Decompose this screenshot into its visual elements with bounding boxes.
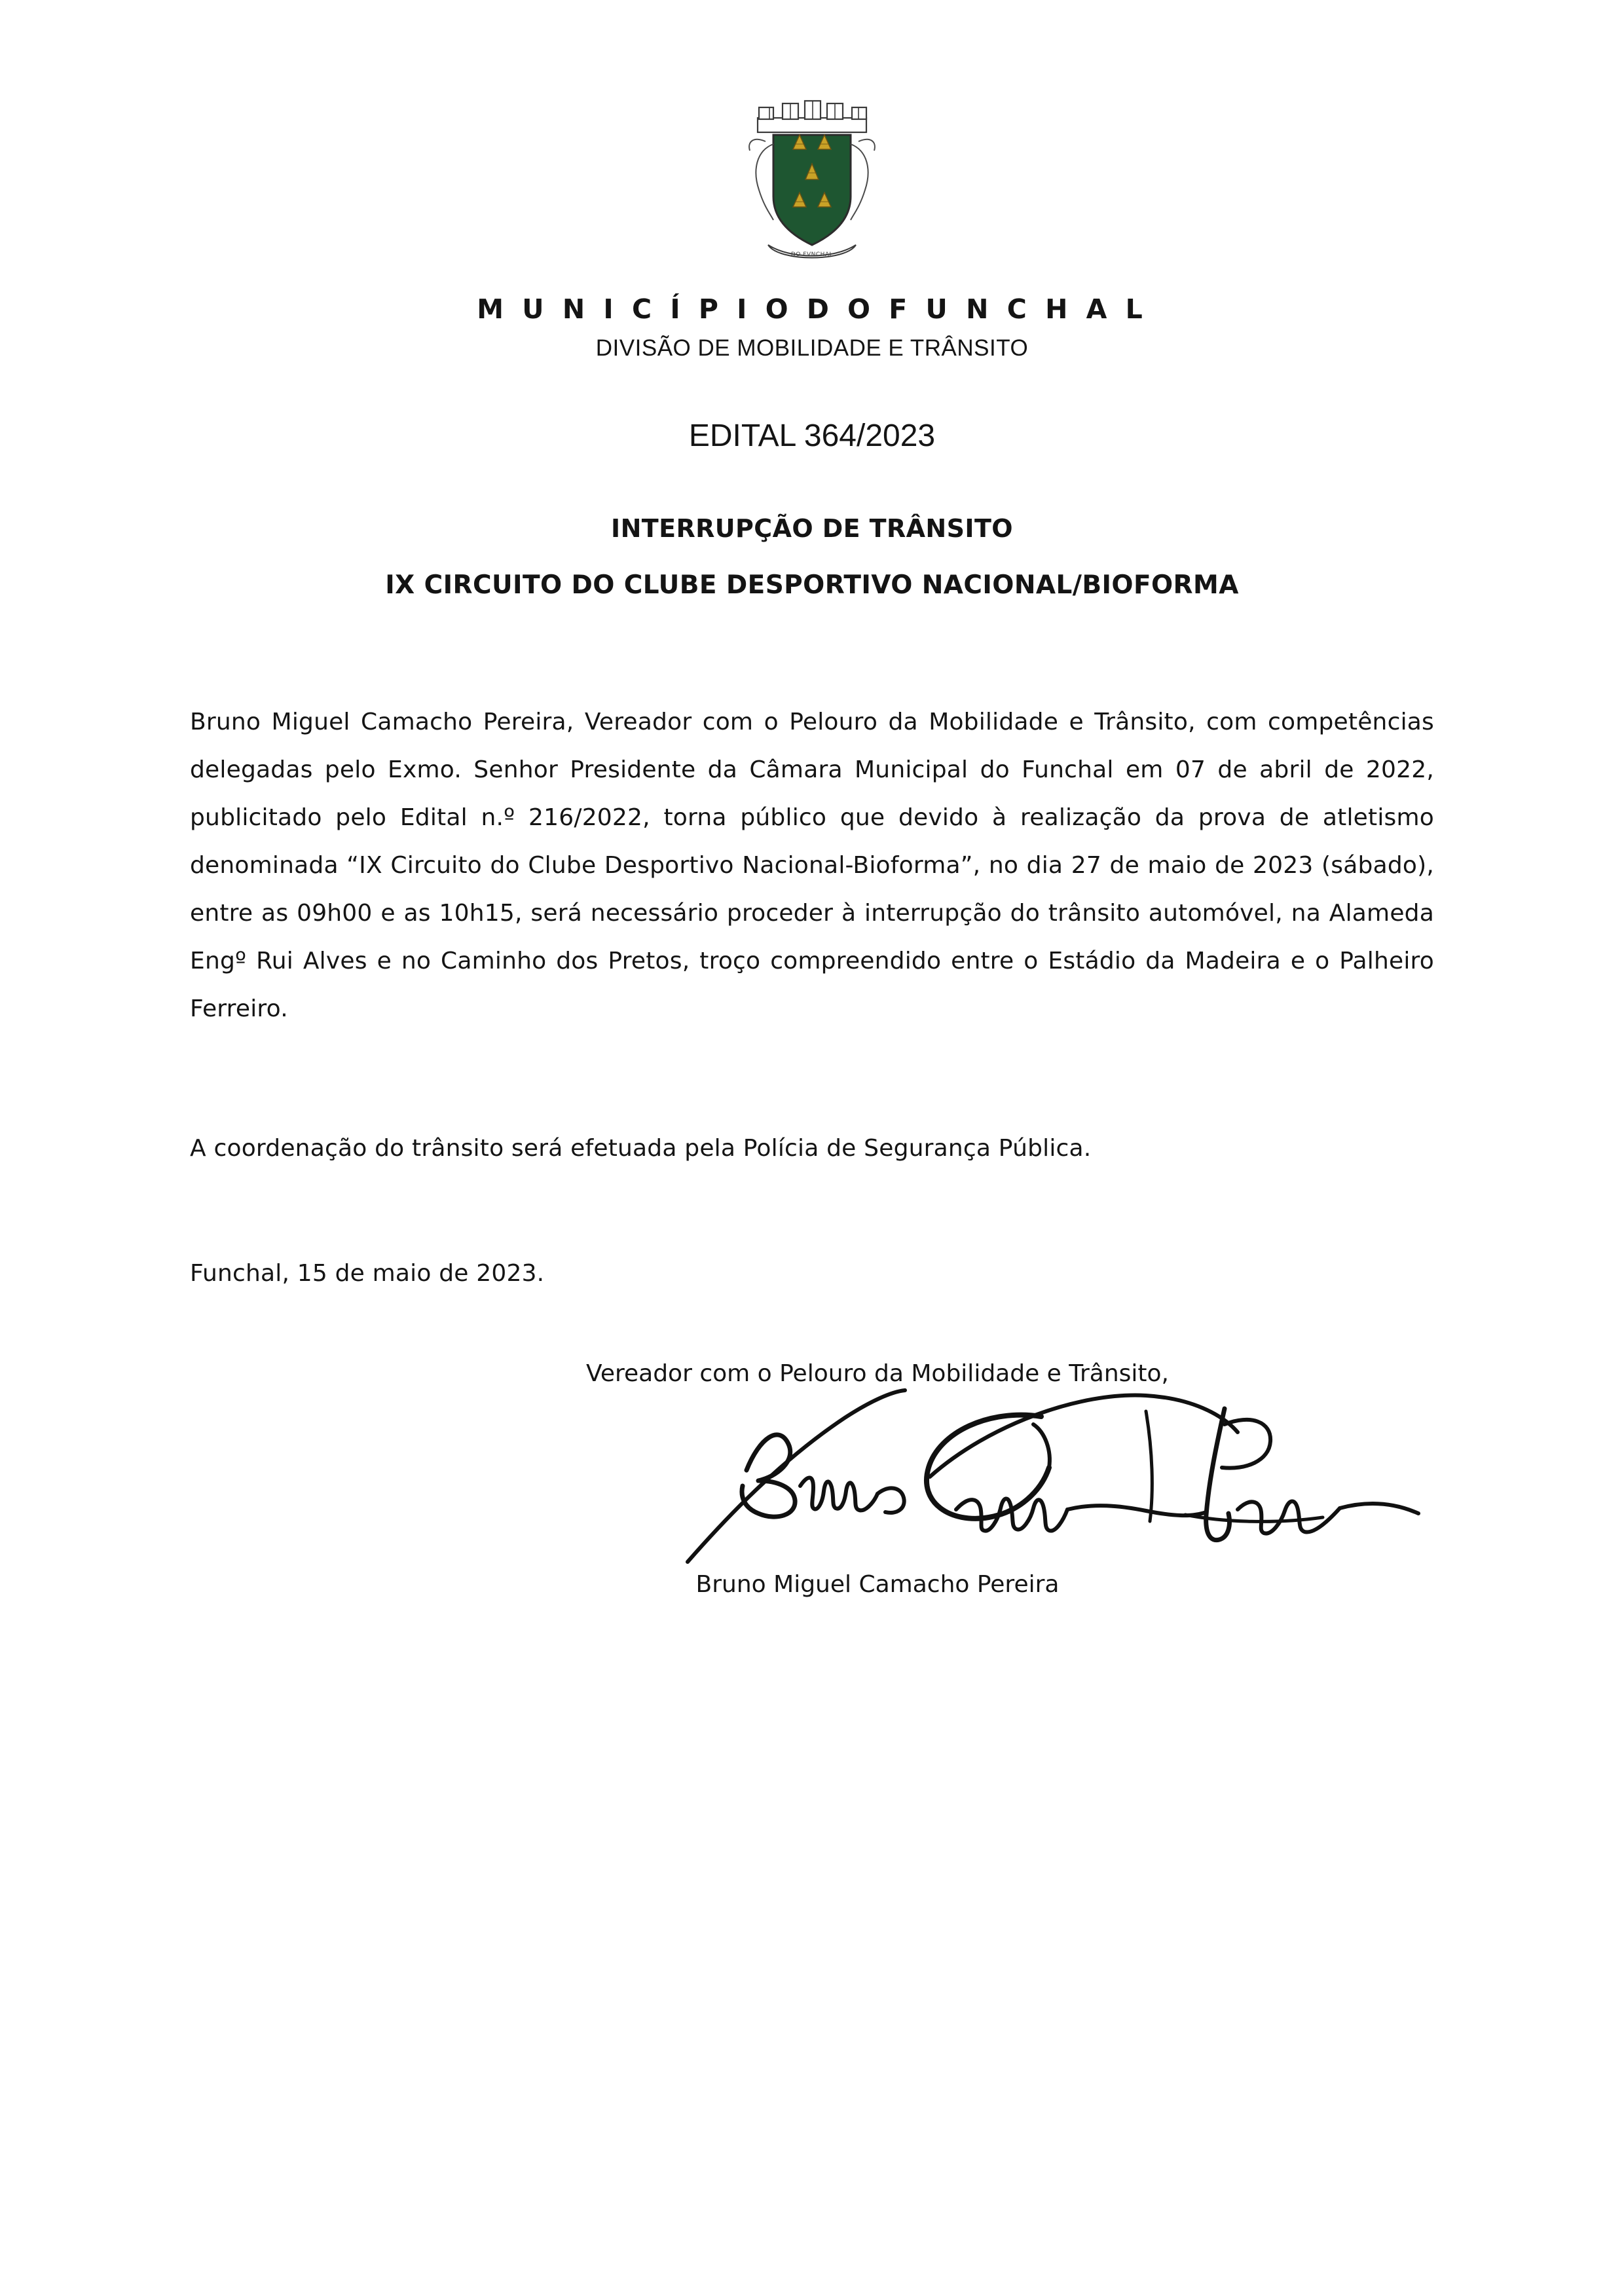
organization-block: [0, 293, 1624, 361]
crest-container: [0, 0, 1624, 275]
place-and-date: Funchal, 15 de maio de 2023.: [190, 1260, 545, 1287]
body-paragraph-2: A coordenação do trânsito será efetuada pela Polícia de Segurança Pública.: [190, 1135, 1092, 1162]
department-name: DIVISÃO DE MOBILIDADE E TRÂNSITO: [595, 335, 1029, 361]
body-paragraph-1: Bruno Miguel Camacho Pereira, Vereador com o Pelouro da Mobilidade e Trânsito, com competências delegadas pelo Exmo. Senhor Presidente da Câmara Municipal do Funchal em 07 de abril de 2022, publicitado pelo Edital n.º 216/2022, torna público que devido à realização da prova de atletismo denominada “IX Circuito do Clube Desportivo Nacional-Bioforma”, no dia 27 de maio de 2023 (sábado), entre as 09h00 e as 10h15, será necessário proceder à interrupção do trânsito automóvel, na Alameda Engº Rui Alves e no Caminho dos Pretos, troço compreendido entre o Estádio da Madeira e o Palheiro Ferreiro.: [190, 709, 1434, 1022]
signatory-name: Bruno Miguel Camacho Pereira: [695, 1571, 1060, 1598]
signature-role: Vereador com o Pelouro da Mobilidade e Trânsito,: [586, 1360, 1169, 1387]
subject-line-secondary: IX CIRCUITO DO CLUBE DESPORTIVO NACIONAL/BIOFORMA: [385, 570, 1239, 600]
document-number: EDITAL 364/2023: [688, 418, 936, 453]
signature-block: [190, 1360, 1434, 1642]
organization-name: M U N I C Í P I O D O F U N C H A L: [477, 293, 1147, 325]
svg-text:DO FVNCHAL: DO FVNCHAL: [790, 251, 834, 258]
funchal-coat-of-arms-icon: [730, 98, 894, 275]
document-body: [190, 600, 1434, 1297]
subject-line-primary: INTERRUPÇÃO DE TRÂNSITO: [611, 514, 1013, 543]
subject-block: [0, 514, 1624, 600]
